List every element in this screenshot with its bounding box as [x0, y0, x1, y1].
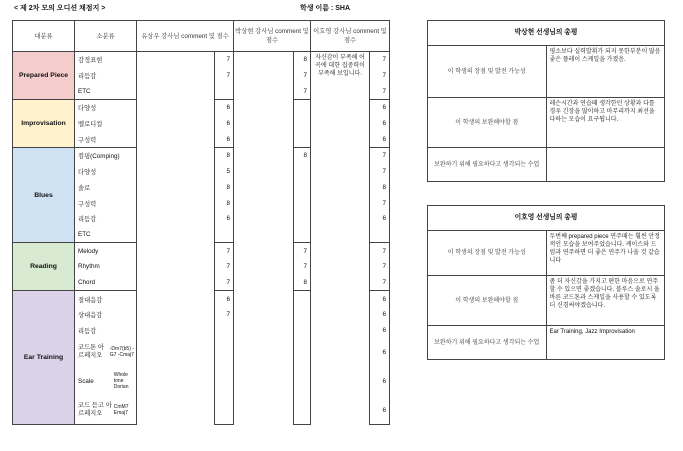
subcategory-detail: Whole tone Dorian — [113, 372, 129, 391]
score-table — [12, 20, 390, 425]
score: 6 — [370, 116, 390, 132]
col-teacher-2: 박상현 강사님 comment 및 점수 — [234, 21, 311, 52]
score — [294, 116, 311, 132]
subcategory: 코드 듣고 아르페지오 — [78, 402, 112, 418]
category-prepared-piece: Prepared Piece — [13, 52, 75, 100]
score — [294, 227, 311, 243]
evaluation-text: Ear Training, Jazz Improvisation — [546, 326, 665, 360]
score — [294, 131, 311, 147]
evaluation-label: 이 학생의 보완해야할 점 — [428, 276, 547, 326]
score — [215, 323, 234, 339]
comment-cell — [311, 243, 370, 291]
score — [215, 83, 234, 99]
evaluation-text: 좀 더 자신감을 가지고 편한 마음으로 연주할 수 있으면 좋겠습니다. 블루스 솔로시 올바른 코드톤과 스케일을 사용할 수 있도록 더 신경써야겠습니다. — [546, 276, 665, 326]
table-row — [13, 243, 390, 259]
subcategory: 리듬감 — [75, 68, 137, 84]
score: 6 — [215, 211, 234, 227]
subcategory: 컴핑(Comping) — [75, 148, 137, 164]
table-row — [13, 52, 390, 68]
subcategory: 절대음감 — [75, 291, 137, 307]
evaluation-label: 이 학생의 장점 및 발전 가능성 — [428, 231, 547, 276]
subcategory: 다양성 — [75, 100, 137, 116]
comment-cell — [137, 148, 215, 243]
score: 7 — [370, 259, 390, 275]
subcategory: Chord — [75, 275, 137, 291]
subcategory: ETC — [75, 83, 137, 99]
evaluation-text: 레슨시간과 연습때 생각한던 상황과 다를 경우 긴장을 많이하고 마무리까지 최선을 다하는 모습이 요구됩니다. — [546, 98, 665, 148]
score — [294, 100, 311, 116]
subcategory: 다양성 — [75, 164, 137, 180]
evaluation-label: 이 학생의 장점 및 발전 가능성 — [428, 46, 547, 98]
comment-cell — [234, 52, 294, 100]
score: 7 — [294, 83, 311, 99]
score — [215, 366, 234, 396]
score: 6 — [215, 131, 234, 147]
subcategory-with-detail — [75, 396, 137, 425]
subcategory: 솔로 — [75, 180, 137, 196]
col-category: 대분류 — [13, 21, 75, 52]
score — [294, 396, 311, 425]
evaluation-text: 두번째 prepared piece 연주때는 훨씬 안정적인 모습을 보여주었습니다. 케이스와 드럼과 연주하면 더 좋은 연주가 나올 것 같습니다 — [546, 231, 665, 276]
score — [294, 338, 311, 366]
score: 6 — [370, 307, 390, 323]
score: 7 — [215, 243, 234, 259]
subcategory: ETC — [75, 227, 137, 243]
score: 5 — [215, 164, 234, 180]
comment-cell — [234, 243, 294, 291]
score: 7 — [370, 275, 390, 291]
comment-teacher-3: 자신감이 부족해 어 곡에 대한 집중력이 부족해 보입니다. — [311, 52, 370, 100]
score: 7 — [294, 243, 311, 259]
col-teacher-3: 이호영 강사님 comment 및 점수 — [311, 21, 390, 52]
score — [215, 338, 234, 366]
score — [215, 396, 234, 425]
score — [294, 211, 311, 227]
subcategory: 구성력 — [75, 131, 137, 147]
table-header-row — [13, 21, 390, 52]
col-teacher-1: 유상우 강사님 comment 및 점수 — [137, 21, 234, 52]
sheet-title: < 제 2차 모의 오디션 채점지 > — [14, 5, 106, 12]
score: 6 — [370, 396, 390, 425]
score: 6 — [370, 366, 390, 396]
score — [294, 307, 311, 323]
score: 8 — [294, 275, 311, 291]
score: 6 — [370, 338, 390, 366]
score: 6 — [370, 100, 390, 116]
subcategory-detail: CmM7 Emaj7 — [113, 404, 129, 417]
score: 6 — [370, 291, 390, 307]
evaluation-text — [546, 148, 665, 182]
score: 6 — [370, 131, 390, 147]
subcategory-with-detail — [75, 338, 137, 366]
score: 7 — [370, 195, 390, 211]
score: 8 — [370, 180, 390, 196]
score — [294, 180, 311, 196]
score: 6 — [215, 291, 234, 307]
score: 8 — [294, 148, 311, 164]
score: 7 — [370, 243, 390, 259]
score: 7 — [370, 148, 390, 164]
evaluation-label: 이 학생의 보완해야할 점 — [428, 98, 547, 148]
student-name: 학생 이름 : SHA — [300, 5, 350, 12]
score: 7 — [215, 275, 234, 291]
evaluation-label: 보완하기 위해 필요하다고 생각되는 수업 — [428, 148, 547, 182]
score: 6 — [215, 116, 234, 132]
comment-cell — [311, 100, 370, 148]
score: 7 — [215, 52, 234, 68]
subcategory: 멜로디컬 — [75, 116, 137, 132]
score: 6 — [215, 100, 234, 116]
category-ear-training: Ear Training — [13, 291, 75, 425]
comment-cell — [311, 291, 370, 425]
subcategory: 코드톤 아르페지오 — [78, 344, 105, 360]
score: 8 — [215, 180, 234, 196]
table-row — [13, 291, 390, 307]
evaluation-text: 평소보다 실력발휘가 되지 못한부분이 많음 좋은 플레이 스케일을 가졌음. — [546, 46, 665, 98]
subcategory: Melody — [75, 243, 137, 259]
evaluation-table-2 — [427, 205, 665, 360]
comment-cell — [137, 100, 215, 148]
score — [215, 227, 234, 243]
subcategory-with-detail — [75, 366, 137, 396]
comment-cell — [137, 52, 215, 100]
subcategory: 감정표현 — [75, 52, 137, 68]
score: 7 — [294, 68, 311, 84]
score: 7 — [370, 68, 390, 84]
evaluation-title: 박상현 선생님의 총평 — [428, 21, 665, 46]
score: 7 — [215, 68, 234, 84]
score — [294, 291, 311, 307]
score — [294, 164, 311, 180]
score: 8 — [215, 195, 234, 211]
score — [370, 227, 390, 243]
score: 6 — [370, 211, 390, 227]
score: 7 — [370, 164, 390, 180]
score: 8 — [215, 148, 234, 164]
evaluation-table-1 — [427, 20, 665, 182]
comment-cell — [234, 291, 294, 425]
category-reading: Reading — [13, 243, 75, 291]
comment-cell — [234, 148, 294, 243]
table-row — [13, 148, 390, 164]
comment-cell — [137, 243, 215, 291]
category-blues: Blues — [13, 148, 75, 243]
subcategory: Scale — [78, 377, 94, 385]
subcategory: 리듬감 — [75, 323, 137, 339]
score: 6 — [370, 323, 390, 339]
score: 7 — [215, 259, 234, 275]
score — [294, 195, 311, 211]
score: 7 — [370, 83, 390, 99]
score — [294, 323, 311, 339]
subcategory: 구성력 — [75, 195, 137, 211]
subcategory: 상대음감 — [75, 307, 137, 323]
evaluation-title: 이호영 선생님의 총평 — [428, 206, 665, 231]
comment-cell — [311, 148, 370, 243]
score: 8 — [294, 52, 311, 68]
comment-cell — [234, 100, 294, 148]
subcategory: 리듬감 — [75, 211, 137, 227]
subcategory: Rhythm — [75, 259, 137, 275]
subcategory-detail: -Dm7(b5) -G7 -Cmaj7 — [109, 346, 134, 359]
table-row — [13, 100, 390, 116]
category-improvisation: Improvisation — [13, 100, 75, 148]
evaluation-label: 보완하기 위해 필요하다고 생각되는 수업 — [428, 326, 547, 360]
score: 7 — [370, 52, 390, 68]
score: 7 — [294, 259, 311, 275]
col-subcategory: 소분류 — [75, 21, 137, 52]
comment-cell — [137, 291, 215, 425]
score — [294, 366, 311, 396]
score: 7 — [215, 307, 234, 323]
